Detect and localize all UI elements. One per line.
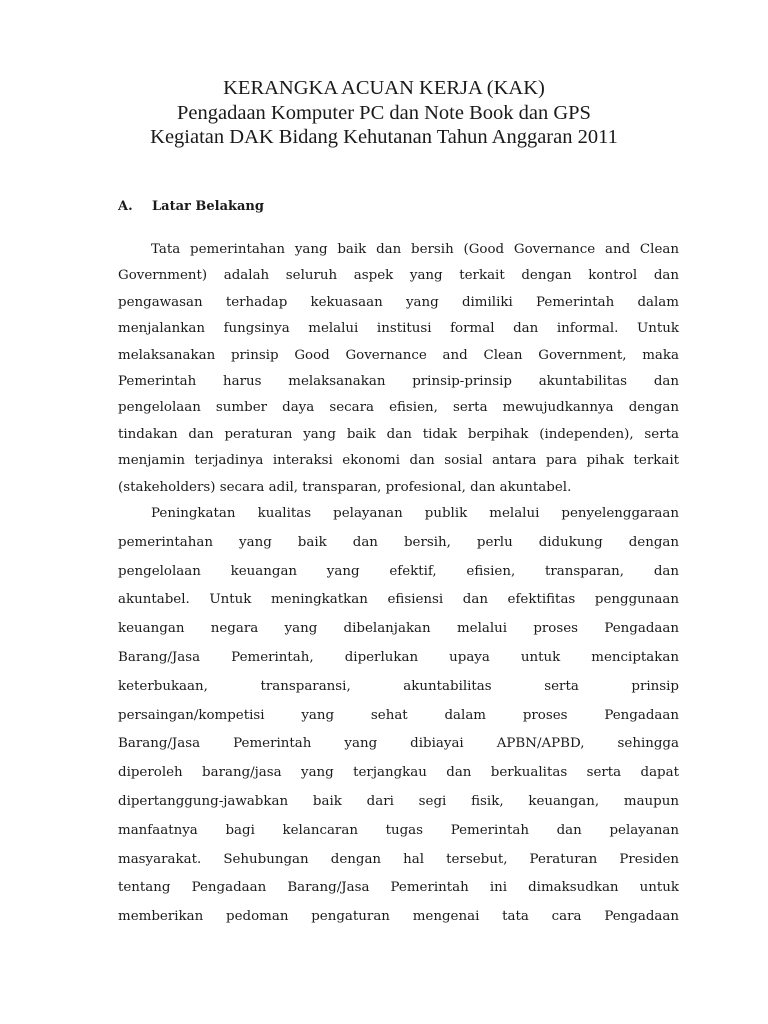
text-line: masyarakat. Sehubungan dengan hal tersebut, Peraturan Presiden [118,851,679,867]
text-line: Barang/Jasa Pemerintah, diperlukan upaya untuk menciptakan [118,649,679,665]
text-line: pemerintahan yang baik dan bersih, perlu didukung dengan [118,534,679,550]
text-line: Peningkatan kualitas pelayanan publik melalui penyelenggaraan [151,506,679,521]
text-line: akuntabel. Untuk meningkatkan efisiensi dan efektifitas penggunaan [118,592,679,608]
text-line: tentang Pengadaan Barang/Jasa Pemerintah ini dimaksudkan untuk [118,880,679,896]
text-line: (stakeholders) secara adil, transparan, profesional, dan akuntabel. [118,479,572,495]
section-heading [118,197,264,217]
title-line-2: Pengadaan Komputer PC dan Note Book dan GPS [177,101,591,124]
section-letter: A. [118,199,133,214]
text-line: keuangan negara yang dibelanjakan melalui proses Pengadaan [118,621,679,637]
title-line-1: KERANGKA ACUAN KERJA (KAK) [223,77,545,99]
text-line: menjamin terjadinya interaksi ekonomi dan sosial antara para pihak terkait [118,453,679,469]
text-line: pengawasan terhadap kekuasaan yang dimiliki Pemerintah dalam [118,294,679,310]
text-line: manfaatnya bagi kelancaran tugas Pemerintah dan pelayanan [118,822,679,838]
text-line: Tata pemerintahan yang baik dan bersih (Good Governance and Clean [151,242,679,257]
text-line: diperoleh barang/jasa yang terjangkau dan berkualitas serta dapat [118,765,679,781]
paragraph-2 [118,504,679,936]
text-line: melaksanakan prinsip Good Governance and Clean Government, maka [118,347,679,363]
document-title [0,76,768,150]
text-line: pengelolaan keuangan yang efektif, efisien, transparan, dan [118,563,679,579]
text-line: menjalankan fungsinya melalui institusi formal dan informal. Untuk [118,321,679,337]
text-line: Pemerintah harus melaksanakan prinsip-prinsip akuntabilitas dan [118,373,679,389]
text-line: Government) adalah seluruh aspek yang terkait dengan kontrol dan [118,268,679,284]
text-line: Barang/Jasa Pemerintah yang dibiayai APBN/APBD, sehingga [118,736,679,752]
text-line: tindakan dan peraturan yang baik dan tidak berpihak (independen), serta [118,426,679,442]
text-line: keterbukaan, transparansi, akuntabilitas serta prinsip [118,678,679,694]
text-line: persaingan/kompetisi yang sehat dalam proses Pengadaan [118,707,679,723]
text-line: dipertanggung-jawabkan baik dari segi fisik, keuangan, maupun [118,793,679,809]
paragraph-1 [118,240,679,504]
text-line: pengelolaan sumber daya secara efisien, serta mewujudkannya dengan [118,400,679,416]
section-heading-text: Latar Belakang [152,199,264,214]
title-line-3: Kegiatan DAK Bidang Kehutanan Tahun Anggaran 2011 [150,126,618,148]
text-line: memberikan pedoman pengaturan mengenai tata cara Pengadaan [118,909,679,925]
